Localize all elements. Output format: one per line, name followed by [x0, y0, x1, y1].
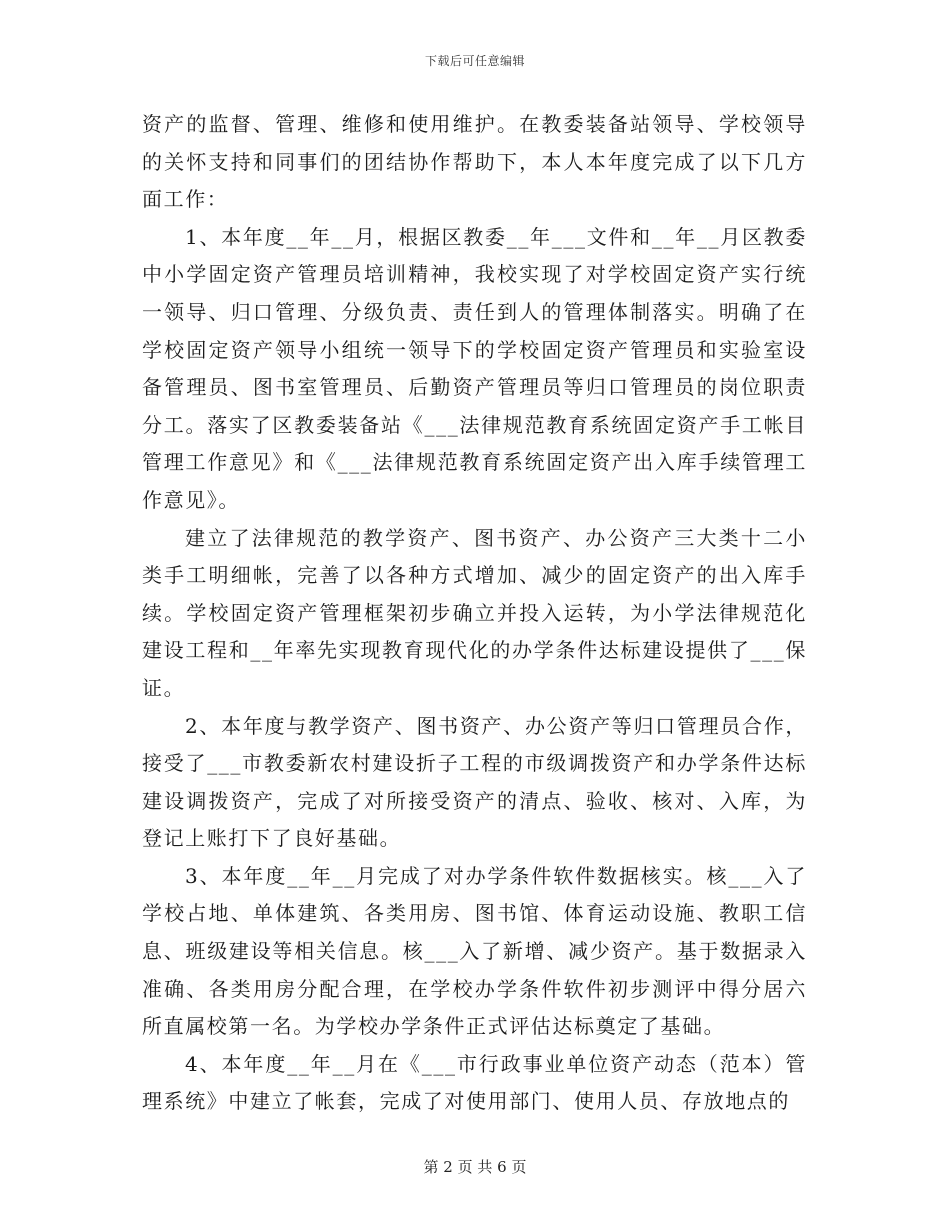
paragraph-ledger: 建立了法律规范的教学资产、图书资产、办公资产三大类十二小类手工明细帐，完善了以各种方式增加、减少的固定资产的出入库手续。学校固定资产管理框架初步确立并投入运转，为小学法律规范化建设工程和__年率先实现教育现代化的办学条件达标建设提供了___保证。: [142, 525, 807, 700]
page-header: 下载后可任意编辑: [424, 54, 525, 68]
paragraph-item-1: 1、本年度__年__月，根据区教委__年___文件和__年__月区教委中小学固定资产管理员培训精神，我校实现了对学校固定资产实行统一领导、归口管理、分级负责、责任到人的管理体制落实。明确了在学校固定资产领导小组统一领导下的学校固定资产管理员和实验室设备管理员、图书室管理员、后勤资产管理员等归口管理员的岗位职责分工。落实了区教委装备站《___法律规范教育系统固定资产手工帐目管理工作意见》和《___法律规范教育系统固定资产出入库手续管理工作意见》。: [142, 224, 807, 512]
page-footer: 第 2 页 共 6 页: [423, 1158, 527, 1176]
paragraph-item-4: 4、本年度__年__月在《___市行政事业单位资产动态（范本）管理系统》中建立了帐套，完成了对使用部门、使用人员、存放地点的: [142, 1051, 807, 1114]
paragraph-item-3: 3、本年度__年__月完成了对办学条件软件数据核实。核___入了学校占地、单体建筑、各类用房、图书馆、体育运动设施、教职工信息、班级建设等相关信息。核___入了新增、减少资产。基于数据录入准确、各类用房分配合理，在学校办学条件软件初步测评中得分居六所直属校第一名。为学校办学条件正式评估达标奠定了基础。: [142, 863, 807, 1039]
paragraph-item-2: 2、本年度与教学资产、图书资产、办公资产等归口管理员合作，接受了___市教委新农村建设折子工程的市级调拨资产和办学条件达标建设调拨资产，完成了对所接受资产的清点、验收、核对、入库，为登记上账打下了良好基础。: [142, 713, 807, 851]
document-body: [142, 106, 807, 1121]
paragraph-continuation: 资产的监督、管理、维修和使用维护。在教委装备站领导、学校领导的关怀支持和同事们的团结协作帮助下，本人本年度完成了以下几方面工作：: [142, 112, 807, 212]
